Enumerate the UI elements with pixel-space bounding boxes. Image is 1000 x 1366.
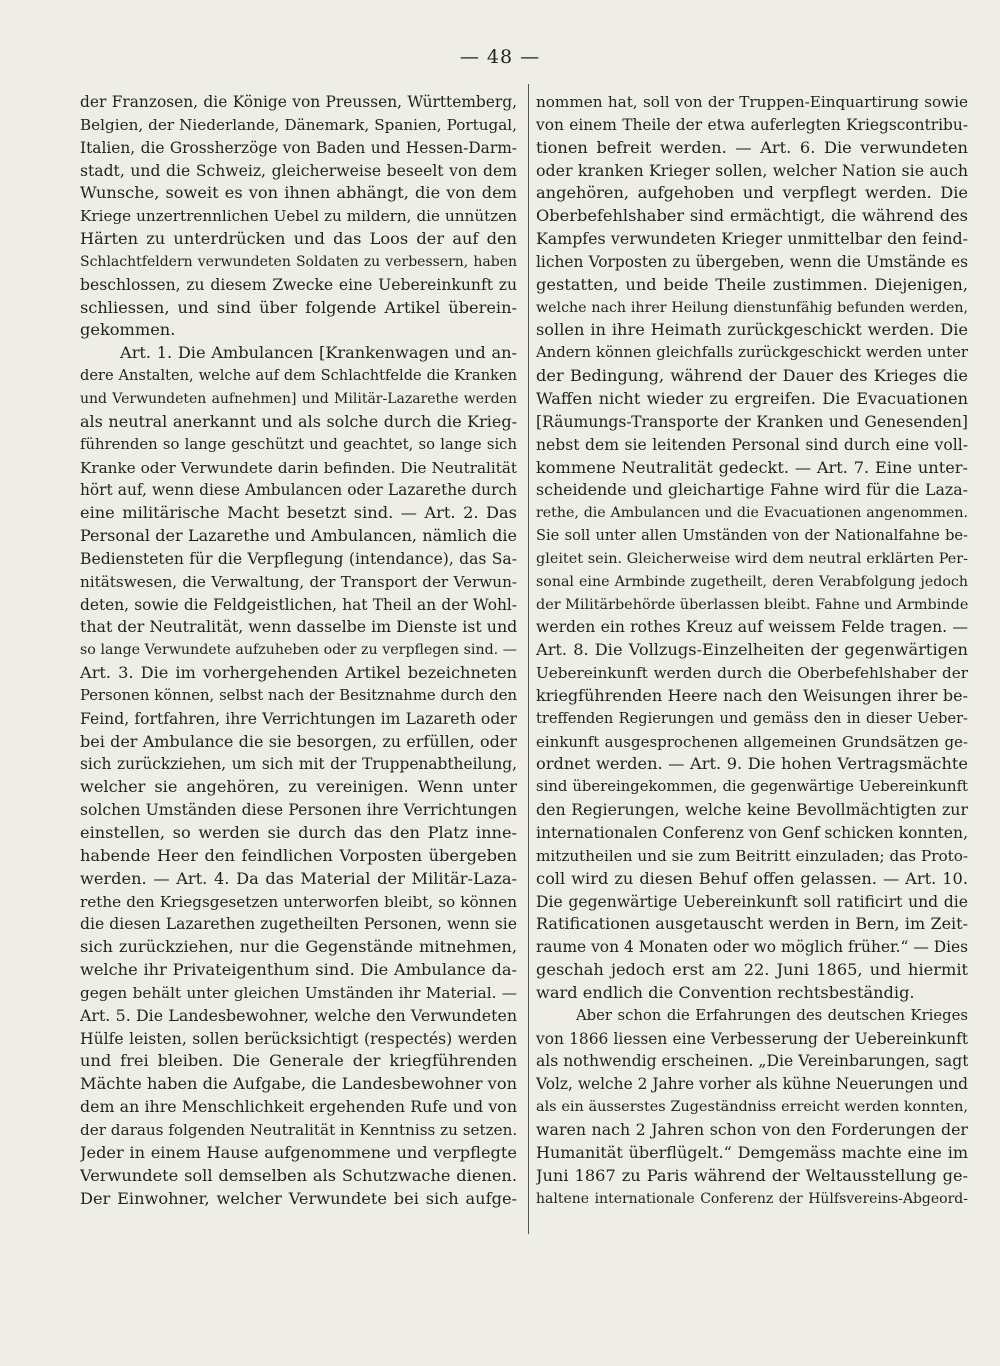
text-line: rethe, die Ambulancen und die Evacuationen angenommen. — [536, 505, 968, 522]
text-line: Schlachtfeldern verwundeten Soldaten zu verbessern, haben — [80, 253, 517, 270]
text-line: welche nach ihrer Heilung dienstunfähig befunden werden, — [536, 299, 968, 316]
text-line: Art. 3. Die im vorhergehenden Artikel bezeichneten — [80, 663, 517, 683]
text-line: kriegführenden Heere nach den Weisungen ihrer be- — [536, 685, 968, 705]
text-line: Italien, die Grossherzöge von Baden und Hessen-Darm- — [80, 138, 517, 157]
text-line: Kriege unzertrennlichen Uebel zu mildern, die unnützen — [80, 207, 517, 226]
text-line: deten, sowie die Feldgeistlichen, hat Theil an der Wohl- — [80, 595, 517, 614]
left-column — [80, 91, 517, 1210]
text-line: ordnet werden. — Art. 9. Die hohen Vertragsmächte — [536, 754, 968, 774]
text-line: scheidende und gleichartige Fahne wird für die Laza- — [536, 480, 968, 500]
text-line: so lange Verwundete aufzuheben oder zu verpflegen sind. — — [80, 642, 517, 659]
text-line: dere Anstalten, welche auf dem Schlachtfelde die Kranken — [80, 367, 517, 385]
text-line: Waffen nicht wieder zu ergreifen. Die Evacuationen — [536, 388, 968, 408]
text-line: Härten zu unterdrücken und das Loos der auf den — [80, 229, 517, 249]
text-line: der Franzosen, die Könige von Preussen, Württemberg, — [80, 93, 517, 111]
text-line: hört auf, wenn diese Ambulancen oder Lazarethe durch — [80, 481, 517, 500]
text-line: bei der Ambulance die sie besorgen, zu erfüllen, oder — [80, 731, 517, 751]
text-line: coll wird zu diesen Behuf offen gelassen. — Art. 10. — [536, 868, 968, 888]
text-line: Art. 1. Die Ambulancen [Krankenwagen und an- — [120, 343, 517, 363]
text-line: welcher sie angehören, zu vereinigen. Wenn unter — [80, 777, 517, 797]
text-line: führenden so lange geschützt und geachtet, so lange sich — [80, 435, 517, 453]
text-line: Personen können, selbst nach der Besitznahme durch den — [80, 686, 517, 704]
text-line: Ratificationen ausgetauscht werden in Bern, im Zeit- — [536, 914, 968, 934]
text-line: der daraus folgenden Neutralität in Kenntniss zu setzen. — [80, 1120, 517, 1139]
text-line: ward endlich die Convention rechtsbeständig. — [536, 982, 915, 1002]
text-line: Kranke oder Verwundete darin befinden. Die Neutralität — [80, 458, 517, 477]
text-line: welche ihr Privateigenthum sind. Die Ambulance da- — [80, 960, 517, 980]
right-column — [536, 91, 968, 1210]
text-line: solchen Umständen diese Personen ihre Verrichtungen — [80, 801, 517, 820]
text-line: als nothwendig erscheinen. „Die Vereinbarungen, sagt — [536, 1052, 968, 1071]
text-line: die diesen Lazarethen zugetheilten Personen, wenn sie — [80, 915, 517, 934]
text-line: habende Heer den feindlichen Vorposten übergeben — [80, 845, 517, 865]
text-line: Der Einwohner, welcher Verwundete bei sich aufge- — [80, 1188, 517, 1208]
text-line: sonal eine Armbinde zugetheilt, deren Verabfolgung jedoch — [536, 573, 968, 590]
text-line: von 1866 liessen eine Verbesserung der Uebereinkunft — [536, 1029, 968, 1048]
text-line: werden ein rothes Kreuz auf weissem Felde tragen. — — [536, 618, 968, 637]
text-line: rethe den Kriegsgesetzen unterworfen bleibt, so können — [80, 892, 517, 911]
text-line: Humanität überflügelt.“ Demgemäss machte eine im — [536, 1142, 968, 1162]
text-line: sollen in ihre Heimath zurückgeschickt werden. Die — [536, 320, 968, 340]
text-line: raume von 4 Monaten oder wo möglich früher.“ — Dies — [536, 938, 968, 957]
text-line: Aber schon die Erfahrungen des deutschen Krieges — [576, 1006, 968, 1024]
text-line: stadt, und die Schweiz, gleicherweise beseelt von dem — [80, 161, 517, 180]
text-line: einstellen, so werden sie durch das den Platz inne- — [80, 823, 517, 842]
text-line: nebst dem sie leitenden Personal sind durch eine voll- — [536, 435, 968, 454]
text-line: oder kranken Krieger sollen, welcher Nation sie auch — [536, 160, 968, 180]
text-line: Wunsche, soweit es von ihnen abhängt, die von dem — [80, 183, 517, 203]
text-line: waren nach 2 Jahren schon von den Forderungen der — [536, 1119, 968, 1139]
text-line: Art. 5. Die Landesbewohner, welche den Verwundeten — [80, 1005, 517, 1025]
text-line: eine militärische Macht besetzt sind. — Art. 2. Das — [80, 503, 517, 523]
text-line: haltene internationale Conferenz der Hülfsvereins-Abgeord- — [536, 1190, 968, 1207]
text-line: gegen behält unter gleichen Umständen ihr Material. — — [80, 983, 517, 1002]
text-line: gekommen. — [80, 320, 176, 340]
text-line: den Regierungen, welche keine Bevollmächtigten zur — [536, 800, 968, 820]
column-divider — [528, 84, 529, 1234]
text-line: geschah jedoch erst am 22. Juni 1865, und hiermit — [536, 960, 968, 980]
text-line: Personal der Lazarethe und Ambulancen, nämlich die — [80, 526, 517, 546]
text-line: der Bedingung, während der Dauer des Krieges die — [536, 366, 968, 386]
text-line: gestatten, und beide Theile zustimmen. Diejenigen, — [536, 274, 968, 294]
text-line: tionen befreit werden. — Art. 6. Die verwundeten — [536, 137, 968, 157]
text-line: Feind, fortfahren, ihre Verrichtungen im Lazareth oder — [80, 709, 517, 728]
text-line: einkunft ausgesprochenen allgemeinen Grundsätzen ge- — [536, 732, 968, 751]
text-line: kommene Neutralität gedeckt. — Art. 7. Eine unter- — [536, 457, 968, 477]
text-line: und frei bleiben. Die Generale der kriegführenden — [80, 1051, 517, 1071]
text-line: gleitet sein. Gleicherweise wird dem neutral erklärten Per- — [536, 550, 968, 567]
text-line: sich zurückziehen, um sich mit der Truppenabtheilung, — [80, 755, 517, 774]
text-line: Jeder in einem Hause aufgenommene und verpflegte — [80, 1142, 517, 1162]
text-line: internationalen Conferenz von Genf schicken konnten, — [536, 824, 968, 842]
text-line: Hülfe leisten, sollen berücksichtigt (respectés) werden — [80, 1029, 517, 1048]
text-line: Juni 1867 zu Paris während der Weltausstellung ge- — [536, 1165, 968, 1185]
text-line: werden. — Art. 4. Da das Material der Militär-Laza- — [80, 868, 517, 888]
text-line: that der Neutralität, wenn dasselbe im Dienste ist und — [80, 617, 517, 637]
text-line: und Verwundeten aufnehmen] und Militär-Lazarethe werden — [80, 390, 517, 407]
text-line: von einem Theile der etwa auferlegten Kriegscontribu- — [536, 115, 968, 134]
text-line: schliessen, und sind über folgende Artikel überein- — [80, 297, 517, 317]
text-line: Die gegenwärtige Uebereinkunft soll ratificirt und die — [536, 892, 968, 911]
page-number: — 48 — — [459, 46, 541, 68]
text-line: mitzutheilen und sie zum Beitritt einzuladen; das Proto- — [536, 846, 968, 865]
text-line: beschlossen, zu diesem Zwecke eine Uebereinkunft zu — [80, 275, 517, 294]
text-line: Art. 8. Die Vollzugs-Einzelheiten der gegenwärtigen — [536, 640, 968, 660]
text-line: Verwundete soll demselben als Schutzwache dienen. — [80, 1165, 517, 1185]
text-line: Belgien, der Niederlande, Dänemark, Spanien, Portugal, — [80, 115, 517, 134]
text-line: nommen hat, soll von der Truppen-Einquartirung sowie — [536, 93, 968, 111]
text-line: als neutral anerkannt und als solche durch die Krieg- — [80, 411, 517, 431]
text-line: als ein äusserstes Zugeständniss erreicht werden konnten, — [536, 1099, 968, 1116]
text-line: der Militärbehörde überlassen bleibt. Fahne und Armbinde — [536, 596, 968, 613]
text-line: dem an ihre Menschlichkeit ergehenden Rufe und von — [80, 1097, 517, 1117]
text-line: sind übereingekommen, die gegenwärtige Uebereinkunft — [536, 778, 968, 796]
text-line: sich zurückziehen, nur die Gegenstände mitnehmen, — [80, 937, 517, 957]
text-line: Bediensteten für die Verpflegung (intendance), das Sa- — [80, 549, 517, 568]
text-line: Volz, welche 2 Jahre vorher als kühne Neuerungen und — [536, 1075, 968, 1094]
text-line: Sie soll unter allen Umständen von der Nationalfahne be- — [536, 527, 968, 545]
text-line: Andern können gleichfalls zurückgeschickt werden unter — [536, 344, 968, 362]
text-line: Uebereinkunft werden durch die Oberbefehlshaber der — [536, 664, 968, 683]
text-line: Kampfes verwundeten Krieger unmittelbar den feind- — [536, 229, 968, 249]
text-line: angehören, aufgehoben und verpflegt werden. Die — [536, 183, 968, 203]
text-line: nitätswesen, die Verwaltung, der Transport der Verwun- — [80, 572, 517, 591]
text-line: Oberbefehlshaber sind ermächtigt, die während des — [536, 206, 968, 226]
text-line: lichen Vorposten zu übergeben, wenn die Umstände es — [536, 252, 968, 271]
text-line: treffenden Regierungen und gemäss den in dieser Ueber- — [536, 709, 968, 727]
text-line: [Räumungs-Transporte der Kranken und Genesenden] — [536, 412, 968, 431]
text-line: Mächte haben die Aufgabe, die Landesbewohner von — [80, 1074, 517, 1094]
